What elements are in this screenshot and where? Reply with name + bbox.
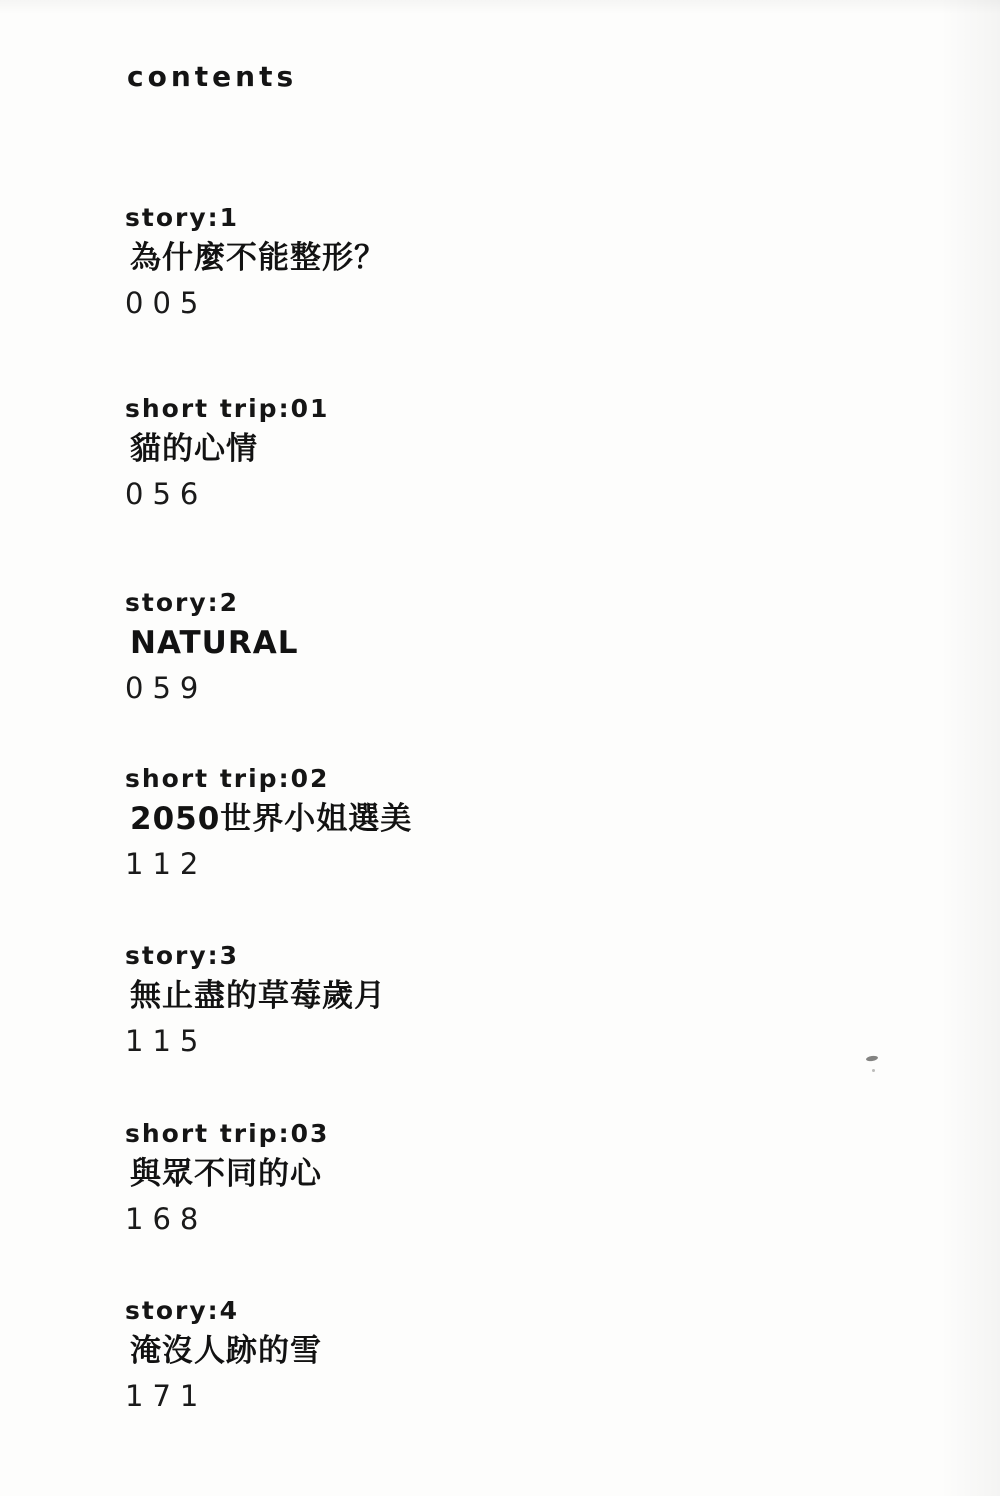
scan-shade-top [0,0,1000,14]
entry-label: story:3 [125,941,240,970]
entry-title: 貓的心情 [130,431,258,467]
entry-title: 無止盡的草莓歲月 [130,978,386,1014]
entry-page-number: 005 [125,289,1000,1496]
entry-label: short trip:01 [125,394,330,423]
entry-title: NATURAL [130,625,299,661]
paper-speck [872,1069,875,1072]
entry-page-number: 056 [125,480,1000,1496]
entry-title: 與眾不同的心 [130,1156,322,1192]
entry-title: 2050世界小姐選美 [130,801,413,837]
entry-title: 為什麼不能整形？ [130,240,386,276]
page-title: contents [127,60,298,93]
entry-page-number: 059 [125,674,1000,1496]
entry-label: story:4 [125,1296,240,1325]
entry-label: story:1 [125,203,240,232]
entry-title: 淹沒人跡的雪 [130,1333,322,1369]
entry-label: story:2 [125,588,240,617]
entry-page-number: 112 [125,850,1000,1496]
entry-page-number: 115 [125,1027,1000,1496]
toc-entry [125,1298,1000,1496]
entry-page-number: 168 [125,1205,1000,1496]
entry-label: short trip:02 [125,764,330,793]
entry-label: short trip:03 [125,1119,330,1148]
entry-page-number: 171 [125,1382,1000,1496]
